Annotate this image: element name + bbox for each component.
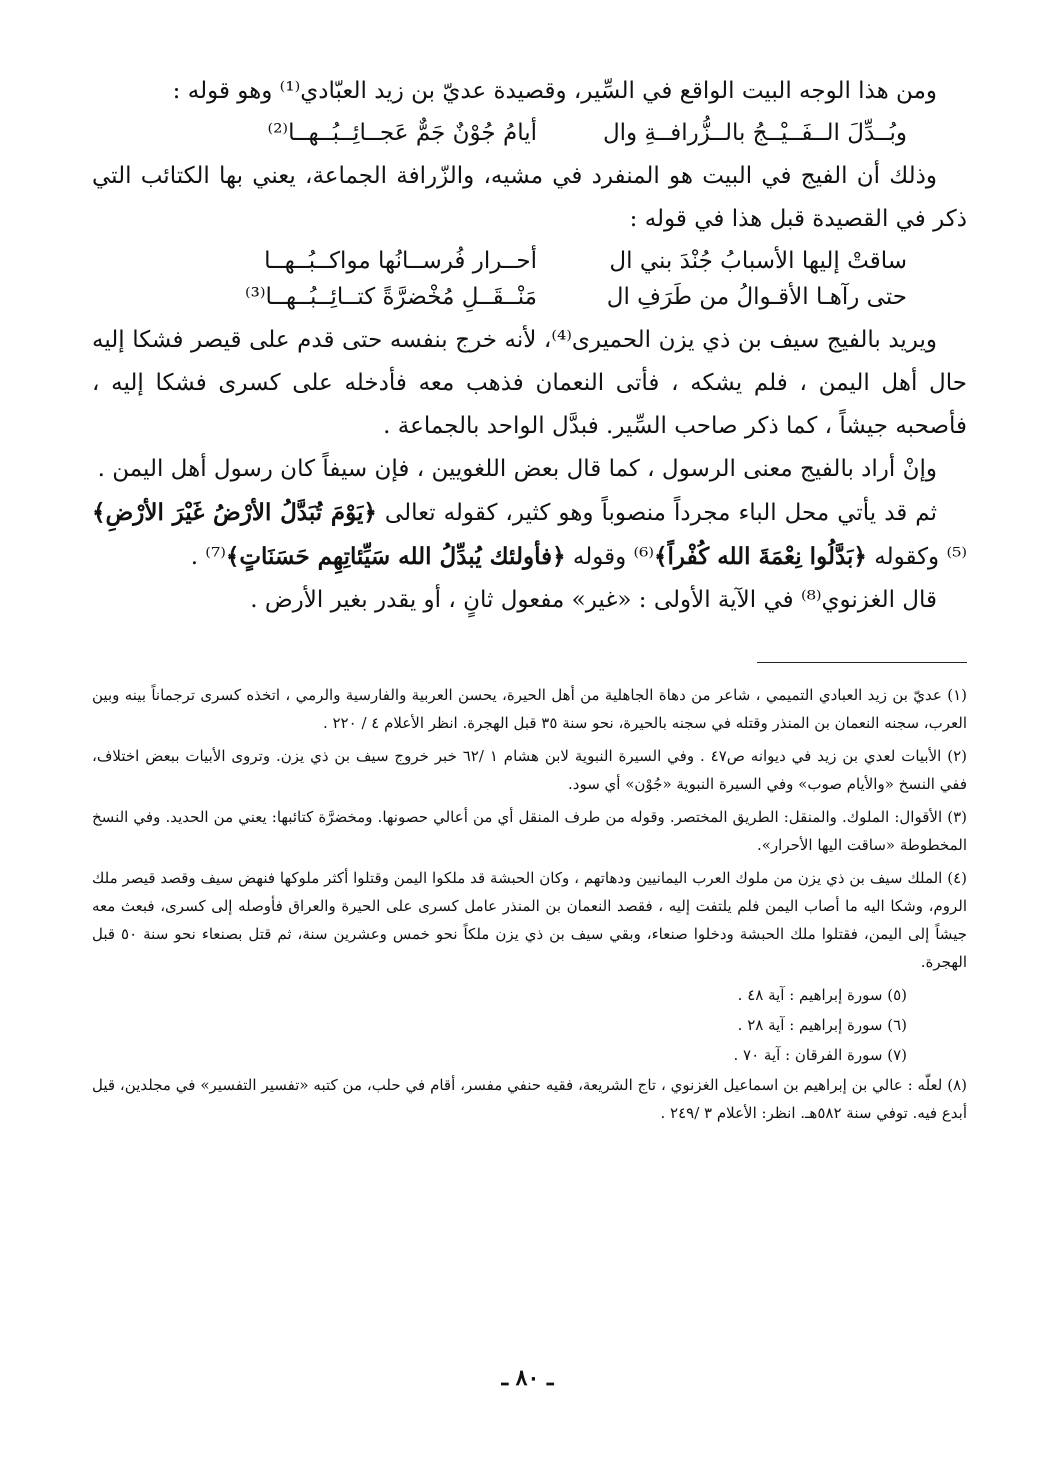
- footnote-1: (١) عديّ بن زيد العبادي التميمي ، شاعر من دهاة الجاهلية من أهل الحيرة، يحسن العربية والفارسية والرمي ، اتخذه كسرى ترجماناً بينه وبين العرب، سجنه النعمان بن المنذر وقتله في سجنه بالحيرة، نحو سنة ٣٥ قبل الهجرة. انظر الأعلام ٤ / ٢٢٠ .: [92, 686, 967, 732]
- quran-verse: ﴿يَوْمَ تُبَدَّلُ الأرْضُ غَيْرَ الأرْضِ﴾: [92, 499, 377, 526]
- verse-block-2: [92, 243, 967, 315]
- paragraph-text: ثم قد يأتي محل الباء مجرداً منصوباً وهو كثير، كقوله تعالى: [376, 500, 937, 526]
- footnote-8: (٨) لعلّه : عالي بن إبراهيم بن اسماعيل الغزنوي ، تاج الشريعة، فقيه حنفي مفسر، أقام في حلب، من كتبه «تفسير التفسير» في مجلدين، قيل أبدع فيه. توفي سنة ٥٨٢هـ. انظر: الأعلام ٣ /٢٤٩ .: [92, 1076, 967, 1122]
- verse-first-hemistich: وبُــدِّلَ الــفَــيْــجُ بالــزُّرافــةِ وال: [602, 120, 907, 146]
- footnote-7: (٧) سورة الفرقان : آية ٧٠ .: [733, 1046, 907, 1064]
- paragraph-quran-examples: [92, 491, 967, 579]
- paragraph-intro: ومن هذا الوجه البيت الواقع في السِّير، وقصيدة عديّ بن زيد العبّادي⁽¹⁾ وهو قوله :: [172, 78, 937, 104]
- footnote-divider: [757, 662, 967, 663]
- verse-block-1: [92, 115, 967, 151]
- verse-second-hemistich: مَنْــقَــلِ مُخْضرَّةً كتــائِــبُــهــا⁽³⁾: [244, 284, 537, 310]
- paragraph-ghaznawi: قال الغزنوي⁽⁸⁾ في الآية الأولى : «غير» مفعول ثانٍ ، أو يقدر بغير الأرض .: [250, 587, 937, 613]
- verse-first-hemistich: حتى رآهـا الأقـوالُ من طَرَفِ ال: [606, 284, 907, 310]
- paragraph-messenger: وإنْ أراد بالفيج معنى الرسول ، كما قال بعض اللغويين ، فإن سيفاً كان رسول أهل اليمن .: [97, 456, 937, 482]
- footnote-3: (٣) الأقوال: الملوك. والمنقل: الطريق المختصر. وقوله من طرف المنقل أي من أعالي حصونها. ومخضرَّة كتائبها: يعني من الحديد. وفي النسخ المخطوطة «ساقت اليها الأحرار».: [92, 808, 967, 854]
- page-number: ـ ٨٠ ـ: [501, 1365, 554, 1391]
- verse-second-hemistich: أحــرار فُرســانُها مواكــبُــهــا: [264, 248, 537, 274]
- verse-line: [92, 115, 967, 151]
- book-page: [92, 70, 967, 1450]
- quran-verse: ﴿بَدَّلُوا نِعْمَةَ الله كُفْراً﴾: [654, 543, 867, 570]
- footnote-6: (٦) سورة إبراهيم : آية ٢٨ .: [737, 1016, 907, 1034]
- verse-line: [92, 243, 967, 279]
- paragraph-fayj: ويريد بالفيج سيف بن ذي يزن الحميرى⁽⁴⁾، لأنه خرج بنفسه حتى قدم على قيصر فشكا إليه حال أهل اليمن ، فلم يشكه ، فأتى النعمان فذهب معه فأدخله على كسرى فشكا إليه ، فأصحبه جيشاً ، كما ذكر صاحب السِّير. فبدَّل الواحد بالجماعة .: [92, 327, 967, 439]
- footnotes-section: [92, 681, 967, 1127]
- paragraph-text: ⁽⁵⁾ وكقوله: [866, 544, 967, 570]
- footnote-5: (٥) سورة إبراهيم : آية ٤٨ .: [737, 986, 907, 1004]
- verse-line: [92, 279, 967, 315]
- paragraph-explanation: وذلك أن الفيج في البيت هو المنفرد في مشيه، والزّرافة الجماعة، يعني بها الكتائب التي ذكر في القصيدة قبل هذا في قوله :: [92, 163, 967, 232]
- paragraph-text: ⁽⁷⁾ .: [190, 544, 226, 570]
- quran-verse: ﴿فأولئك يُبدِّلُ الله سَيِّئاتِهِم حَسَنَاتٍ﴾: [225, 543, 566, 570]
- paragraph-text: ⁽⁶⁾ وقوله: [565, 544, 655, 570]
- verse-second-hemistich: أيامُ جُوْنٌ جَمٌّ عَجــائِــبُــهــا⁽²⁾: [267, 120, 537, 146]
- footnote-4: (٤) الملك سيف بن ذي يزن من ملوك العرب اليمانيين ودهاتهم ، وكان الحبشة قد ملكوا اليمن وقتلوا أكثر ملوكها فنهض سيف وقصد قيصر ملك الروم، وشكا اليه ما أصاب اليمن فلم يلتفت إليه ، فقصد النعمان بن المنذر عامل كسرى على الحيرة والعراق فأوصله إلى كسرى، فبعث معه جيشاً إلى اليمن، فقتلوا ملك الحبشة ودخلوا صنعاء، وبقي سيف بن ذي يزن ملكاً نحو خمس وعشرين سنة، ثم قتل بصنعاء نحو سنة ٥٠ قبل الهجرة.: [92, 869, 967, 971]
- footnote-2: (٢) الأبيات لعدي بن زيد في ديوانه ص٤٧ . وفي السيرة النبوية لابن هشام ١ /٦٢ خبر خروج سيف بن ذي يزن. وتروى الأبيات ببعض اختلاف، ففي النسخ «والأيام صوب» وفي السيرة النبوية «جُوْن» أي سود.: [92, 747, 967, 793]
- verse-first-hemistich: ساقتْ إليها الأسبابُ جُنْدَ بني ال: [609, 248, 907, 274]
